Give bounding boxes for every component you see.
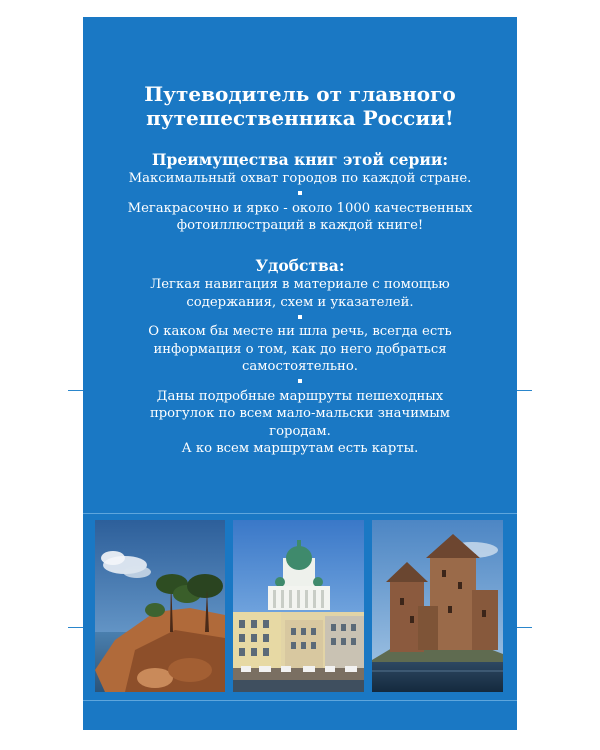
advantages-section [83,150,517,235]
crop-mark [68,627,83,628]
text-line: прогулок по всем мало-мальски значимым [149,406,451,421]
text-line: самостоятельно. [242,359,358,374]
advantage-item [83,170,517,188]
cathedral-square-photo [233,520,364,692]
cover-title-line: путешественника России! [146,106,454,130]
text-line: информация о том, как до него добраться [153,341,447,357]
text-line: Мегакрасочно и ярко - около 1000 качественных [127,200,473,216]
text-line: О каком бы месте ни шла речь, всегда есть [148,324,452,339]
advantages-heading: Преимущества книг этой серии: [151,150,449,169]
fortress-photo [372,520,503,692]
convenience-item [83,276,517,311]
crop-mark [68,390,83,391]
bullet-separator [83,376,517,388]
cover-title-line: Путеводитель от главного [144,82,456,106]
convenience-section [83,256,517,458]
photo-strip-bottom-rule [83,700,517,701]
book-back-cover [83,17,517,730]
convenience-item [83,323,517,376]
text-line: содержания, схем и указателей. [186,294,414,310]
text-line: А ко всем маршрутам есть карты. [181,441,419,456]
text-line: фотоиллюстраций в каждой книге! [176,218,424,233]
convenience-heading: Удобства: [255,256,345,275]
convenience-item [83,388,517,458]
cover-title [83,82,517,130]
text-line: Максимальный охват городов по каждой стране. [128,171,472,186]
coastline-photo [95,520,225,692]
crop-mark [517,627,532,628]
text-line: городам. [269,423,331,439]
text-line: Легкая навигация в материале с помощью [150,277,450,292]
bullet-separator [83,188,517,200]
advantage-item [83,200,517,235]
crop-mark [517,390,532,391]
bullet-separator [83,311,517,323]
photo-strip-top-rule [83,513,517,514]
text-line: Даны подробные маршруты пешеходных [156,388,444,404]
